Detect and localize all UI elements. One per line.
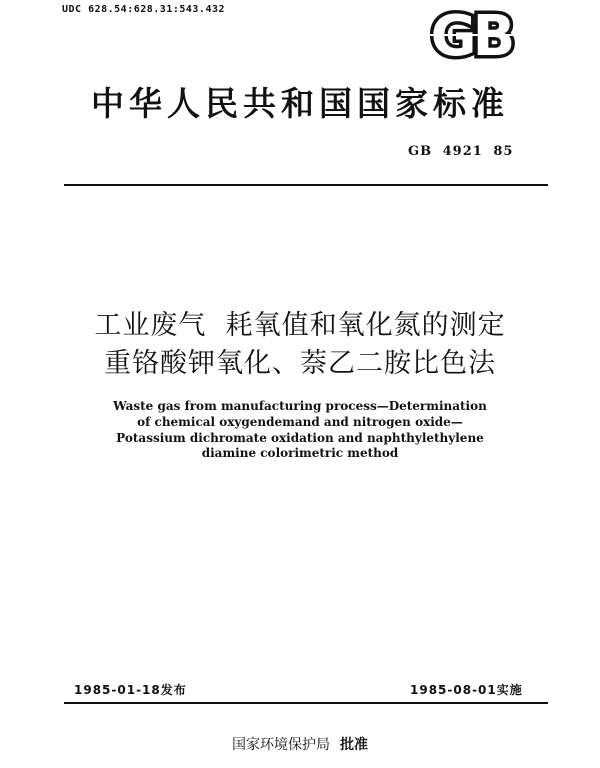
implement-date: 1985-08-01实施: [410, 683, 523, 697]
gb-logo-text: GB: [430, 8, 512, 62]
bottom-divider: [64, 702, 548, 704]
gb-logo: [416, 8, 526, 62]
top-divider: [64, 184, 548, 186]
chinese-title-line-2: 重铬酸钾氧化、萘乙二胺比色法: [104, 348, 496, 379]
approval-line: [0, 734, 600, 754]
udc-code: UDC 628.54:628.31:543.432: [62, 4, 226, 15]
english-title-line-1: Waste gas from manufacturing process—Determination: [113, 399, 487, 413]
approving-authority: 国家环境保护局: [232, 737, 330, 753]
standard-name: 中华人民共和国国家标准: [91, 84, 509, 123]
english-title-line-3: Potassium dichromate oxidation and naphthylethylene: [116, 431, 484, 445]
standard-number: GB 4921 85: [408, 144, 514, 159]
issue-date: 1985-01-18发布: [74, 683, 187, 697]
english-title-line-2: of chemical oxygendemand and nitrogen oxide—: [137, 415, 463, 429]
english-title-line-4: diamine colorimetric method: [201, 446, 399, 460]
chinese-title-line-1: 工业废气 耗氧值和氧化氮的测定: [94, 310, 506, 341]
approve-label: 批准: [340, 737, 368, 753]
